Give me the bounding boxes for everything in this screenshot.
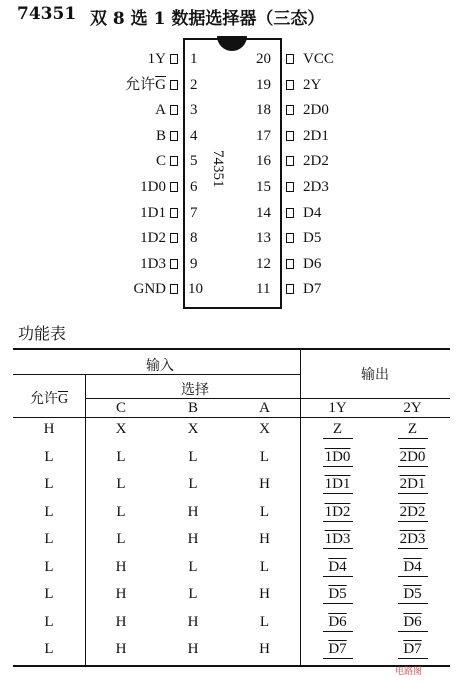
column-header: 2Y [403, 400, 422, 416]
pin-box-left [170, 208, 178, 218]
pin-number-left: 2 [190, 76, 198, 93]
pin-box-left [170, 54, 178, 64]
enable-header-g: $\overline{G}$ [57, 392, 69, 407]
cell-underline [323, 466, 353, 467]
pin-number-right: 11 [256, 281, 271, 298]
pin-box-right [286, 80, 294, 90]
pin-label-right: 2D1 [303, 127, 329, 144]
table-row [13, 503, 450, 531]
table-cell: D7 [403, 641, 422, 657]
table-cell: H [115, 586, 127, 602]
output-header: 输出 [361, 367, 389, 383]
pin-number-left: 8 [190, 230, 198, 247]
pin-label-right: 2D0 [303, 102, 329, 119]
pin-number-right: 18 [256, 102, 271, 119]
pin-box-left [170, 233, 178, 243]
cell-underline [323, 576, 353, 577]
cell-underline [398, 493, 428, 494]
table-cell: L [44, 503, 54, 520]
table-row [13, 420, 450, 448]
table-cell: D5 [403, 586, 422, 602]
cell-underline [323, 548, 353, 549]
enable-header-text: 允许 [29, 391, 58, 407]
pin-number-left: 9 [190, 255, 198, 272]
table-top-rule [13, 348, 450, 350]
table-cell: 2D2 [399, 503, 426, 520]
pin-box-left [170, 182, 178, 192]
table-cell: 1D3 [324, 531, 351, 547]
pin-number-right: 17 [256, 127, 271, 144]
cell-underline [398, 631, 428, 632]
table-cell: D4 [328, 558, 347, 575]
pin-box-right [286, 105, 294, 115]
table-cell: H [115, 558, 127, 575]
pin-box-left [170, 131, 178, 141]
table-cell: X [187, 421, 199, 437]
pin-label-text: 1D0 [140, 179, 166, 195]
pin-label-right: D7 [303, 281, 322, 298]
input-header: 输入 [146, 358, 174, 374]
cell-underline [398, 658, 428, 659]
cell-underline [398, 466, 428, 467]
pin-label-left [140, 204, 166, 222]
table-cell: H [259, 531, 270, 547]
table-cell: H [187, 641, 199, 657]
cell-underline [323, 658, 353, 659]
table-cell: H [259, 476, 270, 492]
table-cell: L [44, 613, 54, 630]
table-row [13, 558, 450, 586]
cell-underline [398, 548, 428, 549]
table-cell: D4 [403, 558, 422, 575]
table-cell: 2D1 [399, 476, 426, 492]
cell-underline [323, 521, 353, 522]
table-cell: H [43, 421, 55, 437]
pin-box-right [286, 54, 294, 64]
part-number-title: 74351 [17, 4, 77, 24]
pin-box-left [170, 105, 178, 115]
table-cell: L [259, 558, 270, 575]
pin-box-left [170, 259, 178, 269]
table-cell: L [116, 503, 126, 520]
table-cell: D5 [328, 586, 347, 602]
table-cell: Z [332, 421, 343, 437]
pin-label-text: A [155, 102, 166, 119]
table-cell: Z [407, 421, 418, 437]
table-cell: D7 [328, 641, 347, 657]
pin-label-left [156, 152, 166, 170]
pin-label-text: 允许 [125, 76, 156, 93]
table-row [13, 475, 450, 503]
table-cell: L [259, 613, 270, 630]
pin-number-right: 12 [256, 255, 271, 272]
pin-label-overline: $\overline{G}$ [155, 76, 166, 93]
table-cell: L [44, 476, 54, 492]
column-header: A [259, 400, 270, 416]
cell-underline [323, 603, 353, 604]
pin-box-right [286, 259, 294, 269]
table-row [13, 640, 450, 668]
table-header-rule [13, 417, 450, 418]
pin-label-text: 1D1 [140, 204, 166, 221]
table-cell: L [44, 558, 54, 575]
table-cell: D6 [403, 613, 422, 630]
table-cell: L [116, 448, 126, 465]
table-cell: H [115, 613, 127, 630]
pin-number-left: 5 [190, 153, 198, 170]
pin-box-right [286, 208, 294, 218]
pin-number-left: 4 [190, 127, 198, 144]
table-cell: L [44, 641, 54, 657]
table-cell: H [259, 586, 270, 602]
pin-label-left [155, 101, 166, 119]
pin-label-text: C [155, 153, 166, 170]
table-cell: L [259, 503, 270, 520]
pin-label-text: 1Y [147, 51, 166, 67]
cell-underline [398, 438, 428, 439]
pin-box-right [286, 233, 294, 243]
pin-number-right: 15 [256, 179, 271, 195]
pin-label-text: 1D2 [140, 230, 166, 247]
pin-label-left [140, 229, 166, 247]
pin-label-left [134, 280, 167, 298]
pin-number-right: 20 [256, 51, 271, 67]
cell-underline [398, 603, 428, 604]
pin-number-left: 3 [190, 102, 198, 119]
pin-label-left [140, 255, 166, 273]
cell-underline [398, 521, 428, 522]
table-cell: X [259, 421, 270, 437]
pin-label-right: VCC [303, 51, 334, 67]
pin-label-text: B [155, 127, 166, 144]
table-cell: X [115, 421, 127, 437]
table-cell: H [115, 641, 127, 657]
table-cell: 2D0 [399, 448, 426, 465]
pin-label-left [148, 50, 166, 68]
table-cell: L [116, 531, 126, 547]
pin-label-left [125, 76, 166, 94]
table-cell: L [188, 448, 198, 465]
table-row [13, 613, 450, 641]
table-cell: L [259, 448, 270, 465]
pin-number-left: 6 [190, 179, 198, 195]
table-cell: H [187, 613, 199, 630]
pin-box-right [286, 156, 294, 166]
cell-underline [323, 493, 353, 494]
table-cell: H [259, 641, 270, 657]
pin-label-text: GND [133, 281, 166, 298]
select-header: 选择 [181, 382, 209, 398]
pin-label-right: 2D2 [303, 153, 329, 170]
column-header: 1Y [328, 400, 347, 416]
pin-number-right: 14 [256, 204, 271, 221]
pin-box-left [170, 80, 178, 90]
table-row [13, 448, 450, 476]
table-cell: L [44, 586, 54, 602]
pin-number-left: 7 [190, 204, 198, 221]
pin-label-left [140, 178, 166, 196]
pin-box-left [170, 156, 178, 166]
table-row [13, 585, 450, 613]
pin-box-left [170, 284, 178, 294]
pin-label-right: 2Y [303, 76, 322, 93]
pin-box-right [286, 131, 294, 141]
pin-label-right: D4 [303, 204, 322, 221]
pin-label-left [156, 127, 166, 145]
chip-description-title: 双 8 选 1 数据选择器（三态） [90, 9, 325, 29]
pin-number-left: 10 [188, 281, 203, 298]
chip-body-label: 74351 [210, 150, 226, 188]
cell-underline [398, 576, 428, 577]
table-cell: H [187, 503, 199, 520]
pin-label-right: D5 [303, 230, 322, 247]
pin-number-right: 16 [256, 153, 271, 170]
pin-number-right: 19 [256, 76, 271, 93]
pin-label-right: D6 [303, 255, 322, 272]
table-cell: 1D2 [324, 503, 351, 520]
table-cell: H [187, 531, 199, 547]
table-cell: L [44, 448, 54, 465]
cell-underline [323, 631, 353, 632]
table-cell: 1D0 [324, 448, 351, 465]
pin-number-right: 13 [256, 230, 271, 247]
column-header: B [187, 400, 198, 416]
table-row [13, 530, 450, 558]
pin-box-right [286, 284, 294, 294]
function-table-heading: 功能表 [18, 324, 67, 343]
table-cell: 2D3 [399, 531, 426, 547]
table-cell: D6 [328, 613, 347, 630]
table-cell: L [188, 476, 198, 492]
table-cell: L [44, 531, 54, 547]
pin-number-left: 1 [190, 51, 198, 67]
enable-header [13, 388, 85, 408]
watermark-logo: 电路图 [395, 667, 423, 677]
table-cell: 1D1 [324, 476, 351, 492]
table-cell: L [116, 476, 126, 492]
table-cell: L [188, 558, 198, 575]
pin-label-text: 1D3 [140, 255, 166, 272]
column-header: C [115, 400, 126, 416]
pin-box-right [286, 182, 294, 192]
cell-underline [323, 438, 353, 439]
pin-label-right: 2D3 [303, 179, 329, 195]
table-cell: L [188, 586, 198, 602]
